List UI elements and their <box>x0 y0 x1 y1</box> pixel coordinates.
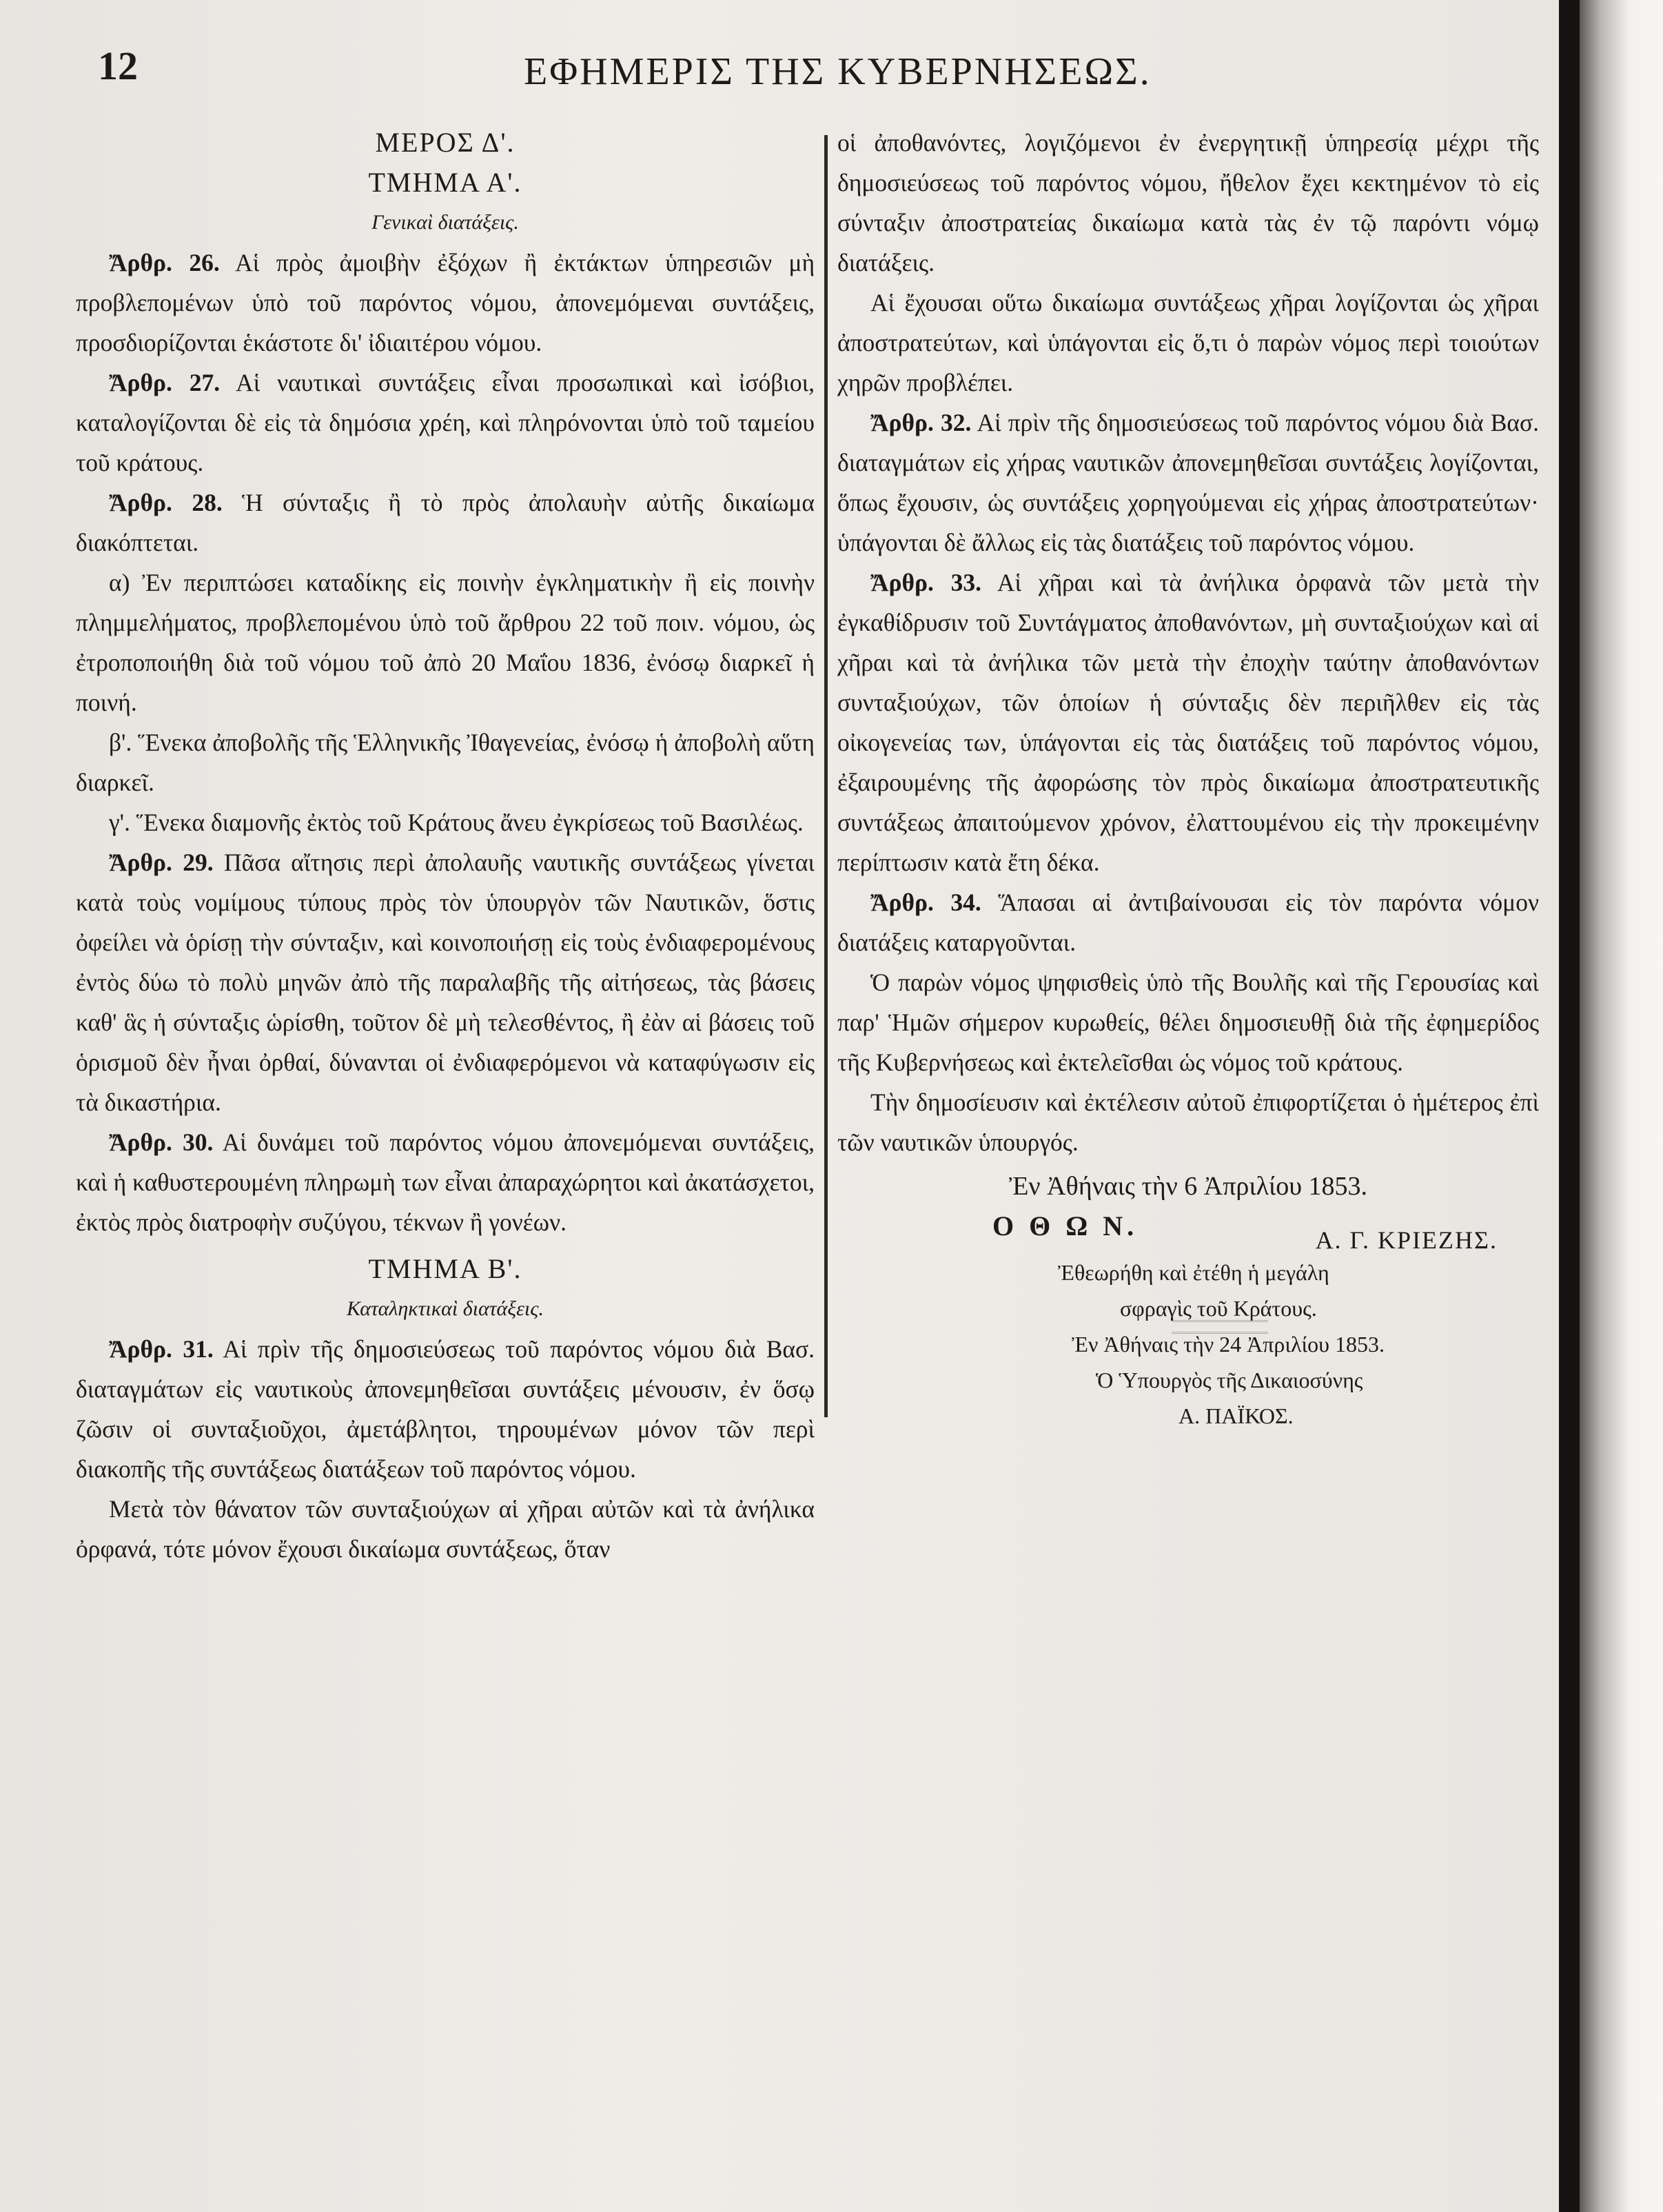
article-31-text: Αἱ πρὶν τῆς δημοσιεύσεως τοῦ παρόντος νόμου διὰ Βασ. διαταγμάτων εἰς ναυτικοὺς ἀπονεμηθεῖσαι συντάξεις μένουσιν, ἐν ὅσῳ ζῶσιν οἱ συνταξιοῦχοι, ἀμετάβλητοι, τηρουμένων μόνον τῶν περὶ διακοπῆς τῆς συντάξεως διατάξεων τοῦ παρόντος νόμου. <box>76 1335 815 1483</box>
article-31-continued-3: Αἱ ἔχουσαι οὕτω δικαίωμα συντάξεως χῆραι λογίζονται ὡς χῆραι ἀποστρατεύτων, καὶ ὑπάγονται εἰς ὅ,τι ὁ παρὼν νόμος περὶ τοιούτων χηρῶν προβλέπει. <box>837 289 1539 396</box>
signature-date: Ἐν Ἀθήναις τὴν 6 Ἀπριλίου 1853. <box>1008 1172 1368 1201</box>
article-33-text: Αἱ χῆραι καὶ τὰ ἀνήλικα ὀρφανὰ τῶν μετὰ τὴν ἐγκαθίδρυσιν τοῦ Συντάγματος ἀποθανόντων, μὴ συνταξιούχων καὶ αἱ χῆραι καὶ τὰ ἀνήλικα τῶν μετὰ τὴν ἐποχὴν ταύτην ἀποθανόντων συνταξιούχων, τῶν ὁποίων ἡ σύνταξις δὲν περιῆλθεν εἰς τὰς οἰκογενείας των, ὑπάγονται εἰς τὰς διατάξεις τοῦ παρόντος νόμου, ἐξαιρουμένης τῆς ἀφορώσης τὸν πρὸς δικαίωμα ἀποστρατευτικῆς συντάξεως ἀπαιτούμενον χρόνον, ἐλαττουμένου εἰς τὴν προκειμένην περίπτωσιν κατὰ ἔτη δέκα. <box>837 569 1540 876</box>
article-32 <box>837 403 1539 562</box>
article-29-label: Ἄρθρ. 29. <box>109 849 214 876</box>
king-signature: Ο Θ Ω Ν. <box>992 1210 1139 1241</box>
article-34-text: Ἅπασαι αἱ ἀντιβαίνουσαι εἰς τὸν παρόντα νόμον διατάξεις καταργοῦνται. <box>837 889 1540 956</box>
bleed-through-left <box>83 1489 813 2082</box>
article-27-text: Αἱ ναυτικαὶ συντάξεις εἶναι προσωπικαὶ καὶ ἰσόβιοι, καταλογίζονται δὲ εἰς τὰ δημόσια χρέη, καὶ πληρόνονται ὑπὸ τοῦ ταμείου τοῦ κράτους. <box>76 369 815 476</box>
left-column <box>76 123 815 1569</box>
cert-line-4: Ὁ Ὑπουργὸς τῆς Δικαιοσύνης <box>1096 1368 1363 1392</box>
article-28-clause-a: α) Ἐν περιπτώσει καταδίκης εἰς ποινὴν ἐγκληματικὴν ἢ εἰς ποινὴν πλημμελήματος, προβλεπομένου ὑπὸ τοῦ ἄρθρου 22 τοῦ ποιν. νόμου, ὡς ἐτροποποιήθη διὰ τοῦ νόμου τοῦ ἀπὸ 20 Μαΐου 1836, ἐνόσῳ διαρκεῖ ἡ ποινή. <box>76 569 815 716</box>
article-26 <box>76 243 815 363</box>
article-28 <box>76 483 815 562</box>
section-heading-tmima-b: ΤΜΗΜΑ Β'. <box>368 1253 522 1284</box>
cert-line-1: Ἐθεωρήθη καὶ ἐτέθη ἡ μεγάλη <box>1058 1260 1329 1285</box>
article-31 <box>76 1329 815 1489</box>
closing-paragraph-1: Ὁ παρὼν νόμος ψηφισθεὶς ὑπὸ τῆς Βουλῆς καὶ τῆς Γερουσίας καὶ παρ' Ἡμῶν σήμερον κυρωθείς, θέλει δημοσιευθῇ διὰ τῆς ἐφημερίδος τῆς Κυβερνήσεως καὶ ἐκτελεῖσθαι ὡς νόμος τοῦ κράτους. <box>837 968 1539 1076</box>
seal-certification <box>1058 1255 1539 1434</box>
article-28-label: Ἄρθρ. 28. <box>109 489 223 516</box>
article-31-label: Ἄρθρ. 31. <box>109 1335 214 1363</box>
article-31-continued: Μετὰ τὸν θάνατον τῶν συνταξιούχων αἱ χῆραι αὐτῶν καὶ τὰ ἀνήλικα ὀρφανά, τότε μόνον ἔχουσι δικαίωμα συντάξεως, ὅταν <box>76 1495 815 1563</box>
article-28-clause-c: γ'. Ἕνεκα διαμονῆς ἐκτὸς τοῦ Κράτους ἄνευ ἐγκρίσεως τοῦ Βασιλέως. <box>109 809 804 836</box>
section-subheading-final: Καταληκτικαὶ διατάξεις. <box>347 1297 544 1320</box>
article-28-text: Ἡ σύνταξις ἢ τὸ πρὸς ἀπολαυὴν αὐτῆς δικαίωμα διακόπτεται. <box>76 489 815 556</box>
article-31-continued-2: οἱ ἀποθανόντες, λογιζόμενοι ἐν ἐνεργητικῇ ὑπηρεσίᾳ μέχρι τῆς δημοσιεύσεως τοῦ παρόντος νόμου, ἤθελον ἔχει κεκτημένον τὸ εἰς σύνταξιν ἀποστρατείας δικαίωμα κατὰ τὰς ἐν τῷ παρόντι νόμῳ διατάξεις. <box>837 129 1539 276</box>
cert-line-5: Α. ΠΑΪΚΟΣ. <box>1179 1403 1294 1428</box>
cert-line-3: Ἐν Ἀθήναις τὴν 24 Ἀπριλίου 1853. <box>1072 1332 1385 1357</box>
article-26-text: Αἱ πρὸς ἀμοιβὴν ἐξόχων ἢ ἐκτάκτων ὑπηρεσιῶν μὴ προβλεπομένων ὑπὸ τοῦ παρόντος νόμου, ἀπονεμόμεναι συντάξεις, προσδιορίζονται ἑκάστοτε δι' ἰδιαιτέρου νόμου. <box>76 249 815 356</box>
signature-row <box>837 1206 1539 1255</box>
article-32-text: Αἱ πρὶν τῆς δημοσιεύσεως τοῦ παρόντος νόμου διὰ Βασ. διαταγμάτων εἰς χήρας ναυτικῶν ἀπονεμηθεῖσαι συντάξεις λογίζονται, ὅπως ἔχουσιν, ὡς συντάξεις χορηγούμεναι εἰς χήρας ἀποστρατεύτων· ὑπάγονται δὲ ἄλλως εἰς τὰς διατάξεις τοῦ παρόντος νόμου. <box>837 409 1539 556</box>
article-32-label: Ἄρθρ. 32. <box>870 409 972 436</box>
next-page-edge <box>1580 0 1663 2212</box>
column-rule <box>824 135 828 1417</box>
minister-signature: Α. Γ. ΚΡΙΕΖΗΣ. <box>1315 1226 1498 1254</box>
article-29 <box>76 842 815 1122</box>
article-33-label: Ἄρθρ. 33. <box>870 569 982 596</box>
article-30 <box>76 1122 815 1242</box>
article-33 <box>837 562 1539 882</box>
section-subheading-general: Γενικαὶ διατάξεις. <box>371 211 519 234</box>
closing-paragraph-2: Τὴν δημοσίευσιν καὶ ἐκτέλεσιν αὐτοῦ ἐπιφορτίζεται ὁ ἡμέτερος ἐπὶ τῶν ναυτικῶν ὑπουργός. <box>837 1088 1539 1156</box>
section-heading-meros: ΜΕΡΟΣ Δ'. <box>375 127 516 158</box>
page-number: 12 <box>98 43 138 88</box>
article-30-label: Ἄρθρ. 30. <box>109 1128 214 1156</box>
article-29-text: Πᾶσα αἴτησις περὶ ἀπολαυῆς ναυτικῆς συντάξεως γίνεται κατὰ τοὺς νομίμους τύπους πρὸς τὸν ὑπουργὸν τῶν Ναυτικῶν, ὅστις ὀφείλει νὰ ὁρίσῃ τὴν σύνταξιν, καὶ κοινοποιήσῃ εἰς τοὺς ἐνδιαφερομένους ἐντὸς δύω τὸ πολὺ μηνῶν ἀπὸ τῆς παραλαβῆς τῆς αἰτήσεως, τὰς βάσεις καθ' ἃς ἡ σύνταξις ὡρίσθη, τοῦτον δὲ μὴ τελεσθέντος, ἢ ἐὰν αἱ βάσεις τοῦ ὁρισμοῦ δὲν ἦναι ὀρθαί, δύνανται οἱ ἐνδιαφερόμενοι νὰ καταφύγωσιν εἰς τὰ δικαστήρια. <box>76 849 815 1116</box>
right-column <box>837 123 1539 1434</box>
masthead-title: ΕΦΗΜΕΡΙΣ ΤΗΣ ΚΥΒΕΡΝΗΣΕΩΣ. <box>524 50 1152 93</box>
cert-line-2: σφραγὶς τοῦ Κράτους. <box>1120 1296 1317 1321</box>
article-26-label: Ἄρθρ. 26. <box>109 249 220 276</box>
article-28-clause-b: β'. Ἕνεκα ἀποβολῆς τῆς Ἑλληνικῆς Ἰθαγενείας, ἐνόσῳ ἡ ἀποβολὴ αὕτη διαρκεῖ. <box>76 729 815 796</box>
article-34 <box>837 882 1539 962</box>
article-27 <box>76 363 815 483</box>
book-spine-shadow <box>1559 0 1580 2212</box>
article-34-label: Ἄρθρ. 34. <box>870 889 981 916</box>
article-30-text: Αἱ δυνάμει τοῦ παρόντος νόμου ἀπονεμόμεναι συντάξεις, καὶ ἡ καθυστερουμένη πληρωμὴ των εἶναι ἀπαραχώρητοι καὶ ἀκατάσχετοι, ἐκτὸς πρὸς διατροφὴν συζύγου, τέκνων ἢ γονέων. <box>76 1128 815 1236</box>
section-heading-tmima-a: ΤΜΗΜΑ Α'. <box>368 167 522 198</box>
article-27-label: Ἄρθρ. 27. <box>109 369 221 396</box>
bleed-through-right <box>848 1489 1537 2082</box>
